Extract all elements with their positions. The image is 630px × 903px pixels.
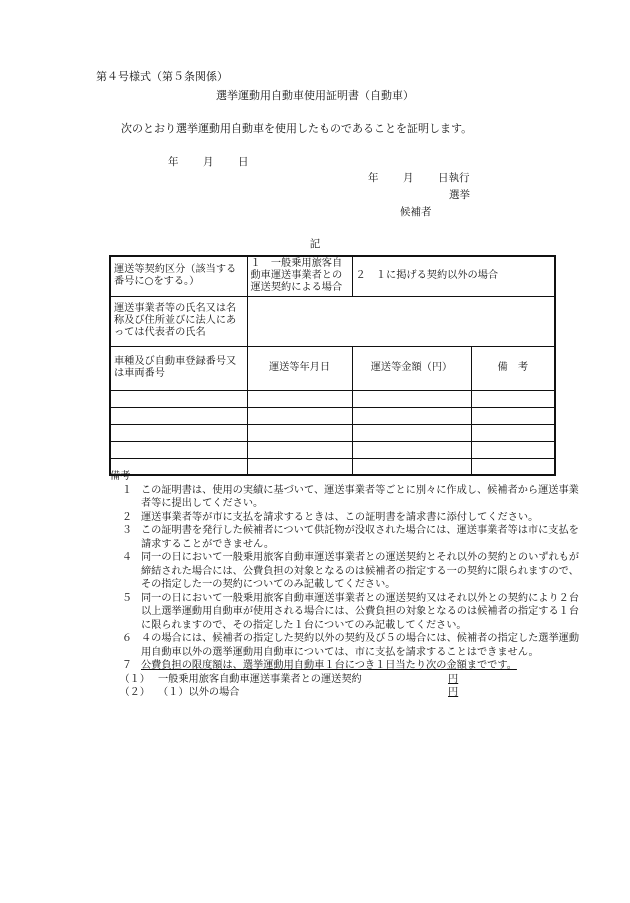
form-number: 第４号様式（第５条関係） [96,70,228,83]
date-month-label: 月 [203,156,214,168]
document-title: 選挙運動用自動車使用証明書（自動車） [216,89,414,102]
contract-option-1[interactable]: １ 一般乗用旅客自動車運送事業者との運送契約による場合 [247,256,352,296]
remarks-cell[interactable] [471,424,555,441]
vehicle-cell[interactable] [110,441,247,458]
vehicle-header: 車種及び自動車登録番号又は車両番号 [110,346,247,390]
limit-item: （１） 一般乗用旅客自動車運送事業者との運送契約 円 [119,673,459,685]
date-cell[interactable] [247,407,352,424]
election-day-exec-label: 日執行 [438,172,470,184]
remarks-cell[interactable] [471,441,555,458]
date-cell[interactable] [247,390,352,407]
date-year-label: 年 [168,156,179,168]
date-header: 運送等年月日 [247,346,352,390]
note-item: ７ 公費負担の限度額は、選挙運動用自動車１台につき１日当たり次の金額までです。 [121,660,517,671]
note-item: ６ ４の場合には、候補者の指定した契約以外の契約及び５の場合には、候補者の指定した選挙運動用自動車以外の選挙運動用自動車については、市に支払を請求することはできません。 [121,633,580,658]
note-item: ４ 同一の日において一般乗用旅客自動車運送事業者との運送契約とそれ以外の契約とのいずれもが締結された場合には、公費負担の対象となるのは候補者の指定する一の契約に限られますので、その指定した一の契約についてのみ記載してください。 [121,552,580,590]
usage-table [109,255,556,476]
date-day-label: 日 [238,156,249,168]
candidate-label: 候補者 [400,206,432,218]
table-row [110,407,555,424]
ki-heading: 記 [309,238,321,250]
vehicle-cell[interactable] [110,390,247,407]
election-month-label: 月 [403,172,414,184]
amount-cell[interactable] [352,407,471,424]
limit-item: （２） （１）以外の場合 円 [119,687,459,698]
amount-cell[interactable] [352,424,471,441]
election-label: 選挙 [449,189,470,201]
notes-heading: 備考 [110,471,131,482]
operator-label: 運送事業者等の氏名又は名称及び住所並びに法人にあっては代表者の氏名 [110,296,247,346]
remarks-cell[interactable] [471,407,555,424]
note-item: ３ この証明書を発行した候補者について供託物が没収された場合には、運送事業者等は市に支払を請求することができません。 [121,525,579,550]
remarks-header: 備 考 [471,346,555,390]
amount-cell[interactable] [352,390,471,407]
vehicle-cell[interactable] [110,424,247,441]
amount-cell[interactable] [352,441,471,458]
contract-option-2[interactable]: ２ １に掲げる契約以外の場合 [352,256,555,296]
date-cell[interactable] [247,424,352,441]
vehicle-cell[interactable] [110,407,247,424]
contract-type-label: 運送等契約区分（該当する番号に○をする。） [110,256,247,296]
note-item: ５ 同一の日において一般乗用旅客自動車運送事業者との運送契約又はそれ以外との契約により２台以上選挙運動用自動車が使用される場合には、公費負担の対象となるのは候補者の指定する１台に限られますので、その指定した１台についてのみ記載してください。 [121,592,580,631]
table-row [110,441,555,458]
notes-section [110,470,580,700]
limit-amount-field[interactable]: 円 [448,687,459,698]
remarks-cell[interactable] [471,390,555,407]
date-cell[interactable] [247,441,352,458]
table-row [110,390,555,407]
note-item: ２ 運送事業者等が市に支払を請求するときは、この証明書を請求書に添付してください。 [121,511,539,523]
table-row [110,424,555,441]
election-year-label: 年 [368,172,379,184]
note-item: １ この証明書は、使用の実績に基づいて、運送事業者等ごとに別々に作成し、候補者から運送事業者等に提出してください。 [121,484,579,509]
operator-value[interactable] [247,296,555,346]
amount-header: 運送等金額（円） [352,346,471,390]
limit-amount-field[interactable]: 円 [448,673,459,685]
certification-statement: 次のとおり選挙運動用自動車を使用したものであることを証明します。 [121,122,473,135]
